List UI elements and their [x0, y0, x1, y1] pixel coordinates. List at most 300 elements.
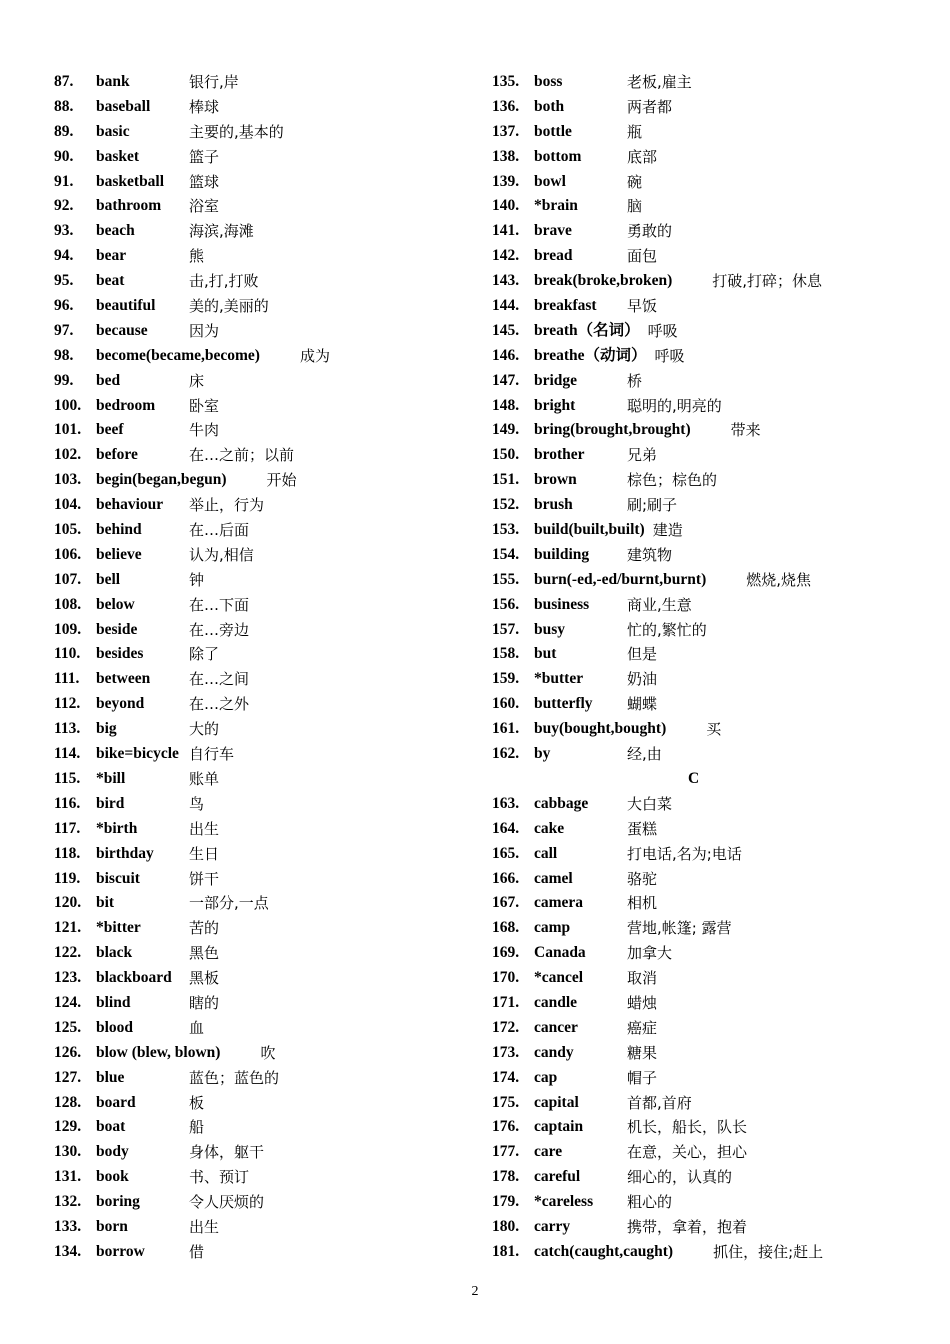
- chinese-gloss: 开始: [266, 471, 297, 490]
- chinese-gloss: 击,打,打败: [189, 272, 259, 291]
- chinese-gloss: 勇敢的: [627, 222, 673, 241]
- chinese-gloss: 借: [189, 1242, 205, 1261]
- vocab-entry: [492, 1115, 912, 1140]
- chinese-gloss: 细心的，认真的: [627, 1168, 733, 1187]
- vocab-entry: [54, 593, 474, 618]
- vocab-entry: [54, 568, 474, 593]
- chinese-gloss: 蛋糕: [627, 819, 658, 838]
- entry-number: 108.: [54, 595, 82, 613]
- english-word: beach: [96, 222, 135, 240]
- english-word: below: [96, 595, 135, 613]
- english-word: beat: [96, 272, 125, 290]
- chinese-gloss: 银行,岸: [189, 73, 239, 91]
- entry-number: 178.: [492, 1168, 520, 1186]
- vocab-entry: [54, 966, 474, 991]
- entry-number: 129.: [54, 1118, 82, 1136]
- chinese-gloss: 兄弟: [627, 446, 658, 465]
- chinese-gloss: 在意，关心，担心: [627, 1143, 748, 1162]
- vocab-entry: [492, 1240, 912, 1265]
- chinese-gloss: 脑: [627, 197, 643, 216]
- vocab-entry: [54, 692, 474, 717]
- chinese-gloss: 骆驼: [627, 869, 658, 888]
- entry-number: 168.: [492, 919, 520, 937]
- english-word: but: [534, 645, 557, 663]
- english-word: busy: [534, 620, 566, 638]
- chinese-gloss: 生日: [189, 844, 220, 863]
- entry-number: 160.: [492, 695, 520, 713]
- entry-number: 126.: [54, 1043, 82, 1061]
- english-word: camp: [534, 919, 571, 937]
- entry-number: 125.: [54, 1018, 82, 1036]
- chinese-gloss: 账单: [189, 769, 220, 788]
- vocab-entry: [54, 95, 474, 120]
- chinese-gloss: 熊: [189, 247, 205, 266]
- entry-number: 179.: [492, 1193, 520, 1211]
- chinese-gloss: 大的: [189, 720, 220, 739]
- vocab-entry: [54, 1165, 474, 1190]
- english-word: born: [96, 1217, 128, 1235]
- entry-number: 114.: [54, 745, 81, 763]
- vocab-entry: [54, 1215, 474, 1240]
- entry-number: 134.: [54, 1242, 82, 1260]
- entry-number: 110.: [54, 645, 81, 663]
- english-word: bread: [534, 247, 573, 265]
- vocab-entry: [54, 891, 474, 916]
- chinese-gloss: 抓住，接住;赶上: [713, 1242, 824, 1261]
- english-word: body: [96, 1143, 129, 1161]
- english-word: candy: [534, 1043, 574, 1061]
- entry-number: 155.: [492, 570, 520, 588]
- vocab-entry: [54, 369, 474, 394]
- english-word: cancer: [534, 1018, 578, 1036]
- entry-number: 113.: [54, 720, 81, 738]
- vocab-entry: [54, 219, 474, 244]
- chinese-gloss: 在…之外: [189, 695, 250, 714]
- entry-number: 93.: [54, 222, 74, 240]
- entry-number: 158.: [492, 645, 520, 663]
- vocab-entry: [492, 1091, 912, 1116]
- chinese-gloss: 苦的: [189, 919, 220, 938]
- entry-number: 87.: [54, 73, 74, 90]
- chinese-gloss: 营地,帐篷; 露营: [627, 919, 732, 938]
- vocab-entry: [54, 792, 474, 817]
- entry-number: 122.: [54, 944, 82, 962]
- vocab-entry: [492, 244, 912, 269]
- english-word: cake: [534, 819, 565, 837]
- chinese-gloss: 老板,雇主: [627, 73, 692, 91]
- entry-number: 154.: [492, 545, 520, 563]
- english-word: breakfast: [534, 297, 597, 315]
- vocab-entry: [54, 941, 474, 966]
- english-word: business: [534, 595, 590, 613]
- chinese-gloss: 棕色；棕色的: [627, 471, 718, 490]
- vocab-entry: [54, 493, 474, 518]
- entry-number: 173.: [492, 1043, 520, 1061]
- entry-number: 127.: [54, 1068, 82, 1086]
- chinese-gloss: 成为: [299, 346, 330, 365]
- english-word: bear: [96, 247, 127, 265]
- english-word: boat: [96, 1118, 126, 1136]
- vocab-entry: [492, 170, 912, 195]
- english-word: butterfly: [534, 695, 593, 713]
- chinese-gloss: 呼吸: [647, 321, 678, 340]
- entry-number: 143.: [492, 272, 520, 290]
- english-word: bathroom: [96, 197, 162, 215]
- entry-number: 175.: [492, 1093, 520, 1111]
- chinese-gloss: 自行车: [189, 745, 235, 764]
- chinese-gloss: 糖果: [627, 1043, 658, 1062]
- english-word: carry: [534, 1217, 571, 1235]
- english-word: break(broke,broken): [534, 272, 673, 290]
- left-column: [54, 70, 474, 1265]
- section-letter: C: [688, 769, 700, 787]
- english-word: believe: [96, 545, 142, 563]
- entry-number: 124.: [54, 993, 82, 1011]
- english-word: by: [534, 745, 551, 763]
- entry-number: 166.: [492, 869, 520, 887]
- chinese-gloss: 吹: [260, 1043, 276, 1062]
- english-word: bed: [96, 371, 121, 389]
- vocab-entry: [492, 916, 912, 941]
- vocab-entry: [54, 244, 474, 269]
- entry-number: 169.: [492, 944, 520, 962]
- chinese-gloss: 鸟: [189, 794, 205, 813]
- vocab-entry: [54, 1016, 474, 1041]
- vocab-entry: [54, 717, 474, 742]
- vocab-entry: [492, 867, 912, 892]
- english-word: *bitter: [96, 919, 141, 937]
- entry-number: 135.: [492, 73, 520, 90]
- entry-number: 142.: [492, 247, 520, 265]
- entry-number: 109.: [54, 620, 82, 638]
- vocab-entry: [54, 767, 474, 792]
- section-heading: [492, 767, 912, 792]
- vocab-entry: [492, 269, 912, 294]
- english-word: call: [534, 844, 558, 862]
- entry-number: 121.: [54, 919, 82, 937]
- english-word: cabbage: [534, 794, 589, 812]
- vocab-entry: [492, 319, 912, 344]
- entry-number: 101.: [54, 421, 82, 439]
- english-word: before: [96, 446, 138, 464]
- entry-number: 89.: [54, 122, 74, 140]
- vocab-entry: [492, 344, 912, 369]
- entry-number: 157.: [492, 620, 520, 638]
- english-word: bird: [96, 794, 125, 812]
- vocab-entry: [54, 269, 474, 294]
- english-word: *butter: [534, 670, 584, 688]
- vocab-entry: [54, 1066, 474, 1091]
- english-word: boss: [534, 73, 563, 90]
- chinese-gloss: 携带，拿着，抱着: [627, 1217, 748, 1236]
- vocab-entry: [492, 717, 912, 742]
- entry-number: 140.: [492, 197, 520, 215]
- entry-number: 161.: [492, 720, 520, 738]
- chinese-gloss: 蓝色；蓝色的: [189, 1068, 280, 1087]
- entry-number: 147.: [492, 371, 520, 389]
- english-word: brother: [534, 446, 585, 464]
- english-word: brown: [534, 471, 577, 489]
- english-word: *brain: [534, 197, 578, 215]
- chinese-gloss: 瓶: [627, 122, 643, 141]
- entry-number: 115.: [54, 769, 81, 787]
- chinese-gloss: 身体，躯干: [189, 1143, 265, 1162]
- english-word: basic: [96, 122, 130, 140]
- english-word: behind: [96, 521, 142, 539]
- chinese-gloss: 聪明的,明亮的: [627, 396, 722, 415]
- entry-number: 172.: [492, 1018, 520, 1036]
- entry-number: 111.: [54, 670, 80, 688]
- entry-number: 123.: [54, 969, 82, 987]
- english-word: basketball: [96, 172, 165, 190]
- english-word: bring(brought,brought): [534, 421, 691, 439]
- entry-number: 148.: [492, 396, 520, 414]
- english-word: building: [534, 545, 590, 563]
- chinese-gloss: 卧室: [189, 396, 220, 415]
- english-word: capital: [534, 1093, 579, 1111]
- english-word: begin(began,begun): [96, 471, 227, 489]
- english-word: blue: [96, 1068, 125, 1086]
- vocab-entry: [54, 170, 474, 195]
- english-word: beyond: [96, 695, 145, 713]
- chinese-gloss: 取消: [627, 969, 658, 988]
- vocab-entry: [54, 817, 474, 842]
- chinese-gloss: 认为,相信: [189, 545, 254, 564]
- vocab-entry: [492, 842, 912, 867]
- english-word: camera: [534, 894, 584, 912]
- entry-number: 105.: [54, 521, 82, 539]
- entry-number: 181.: [492, 1242, 520, 1260]
- english-word: birthday: [96, 844, 154, 862]
- chinese-gloss: 奶油: [627, 670, 658, 689]
- chinese-gloss: 主要的,基本的: [189, 122, 284, 141]
- chinese-gloss: 呼吸: [654, 346, 685, 365]
- chinese-gloss: 蝴蝶: [627, 695, 658, 714]
- entry-number: 149.: [492, 421, 520, 439]
- english-word: beef: [96, 421, 124, 439]
- entry-number: 151.: [492, 471, 520, 489]
- english-word: behaviour: [96, 496, 164, 514]
- chinese-gloss: 碗: [627, 172, 643, 191]
- vocab-entry: [492, 1215, 912, 1240]
- chinese-gloss: 在…后面: [189, 521, 250, 540]
- english-word: blackboard: [96, 969, 172, 987]
- english-word: camel: [534, 869, 573, 887]
- chinese-gloss: 令人厌烦的: [189, 1193, 265, 1212]
- entry-number: 153.: [492, 521, 520, 539]
- vocab-entry: [492, 1066, 912, 1091]
- chinese-gloss: 在…之前；以前: [189, 446, 295, 465]
- vocab-entry: [492, 493, 912, 518]
- entry-number: 159.: [492, 670, 520, 688]
- english-word: borrow: [96, 1242, 145, 1260]
- chinese-gloss: 刷;刷子: [627, 496, 678, 515]
- vocab-entry: [492, 817, 912, 842]
- english-word: book: [96, 1168, 129, 1186]
- vocab-entry: [54, 867, 474, 892]
- english-word: because: [96, 321, 148, 339]
- entry-number: 171.: [492, 993, 520, 1011]
- english-word: black: [96, 944, 133, 962]
- entry-number: 107.: [54, 570, 82, 588]
- chinese-gloss: 在…旁边: [189, 620, 250, 639]
- english-word: brave: [534, 222, 572, 240]
- chinese-gloss: 血: [189, 1018, 205, 1037]
- entry-number: 176.: [492, 1118, 520, 1136]
- chinese-gloss: 瞎的: [189, 993, 220, 1012]
- chinese-gloss: 船: [189, 1118, 205, 1137]
- vocab-entry: [492, 891, 912, 916]
- vocab-entry: [492, 95, 912, 120]
- entry-number: 133.: [54, 1217, 82, 1235]
- chinese-gloss: 篮子: [189, 147, 220, 166]
- english-word: *cancel: [534, 969, 584, 987]
- entry-number: 152.: [492, 496, 520, 514]
- entry-number: 98.: [54, 346, 74, 364]
- english-word: beautiful: [96, 297, 156, 315]
- english-word: beside: [96, 620, 138, 638]
- entry-number: 120.: [54, 894, 82, 912]
- entry-number: 100.: [54, 396, 82, 414]
- vocab-entry: [492, 966, 912, 991]
- vocab-entry: [54, 418, 474, 443]
- entry-number: 99.: [54, 371, 74, 389]
- chinese-gloss: 床: [189, 371, 205, 390]
- entry-number: 116.: [54, 794, 81, 812]
- vocab-entry: [54, 120, 474, 145]
- entry-number: 118.: [54, 844, 81, 862]
- vocab-entry: [492, 667, 912, 692]
- entry-number: 117.: [54, 819, 81, 837]
- chinese-gloss: 蜡烛: [627, 993, 658, 1012]
- vocab-entry: [492, 618, 912, 643]
- english-word: bank: [96, 73, 130, 90]
- entry-number: 92.: [54, 197, 74, 215]
- chinese-gloss: 黑色: [189, 944, 220, 963]
- chinese-gloss: 出生: [189, 1217, 220, 1236]
- vocab-entry: [492, 418, 912, 443]
- entry-number: 90.: [54, 147, 74, 165]
- vocab-entry: [54, 518, 474, 543]
- english-word: blow (blew, blown): [96, 1043, 221, 1061]
- vocab-entry: [54, 742, 474, 767]
- english-word: burn(-ed,-ed/burnt,burnt): [534, 570, 707, 588]
- entry-number: 136.: [492, 97, 520, 115]
- english-word: besides: [96, 645, 144, 663]
- entry-number: 103.: [54, 471, 82, 489]
- chinese-gloss: 商业,生意: [627, 595, 692, 614]
- chinese-gloss: 打破,打碎；休息: [712, 272, 823, 291]
- entry-number: 144.: [492, 297, 520, 315]
- entry-number: 165.: [492, 844, 520, 862]
- english-word: bedroom: [96, 396, 156, 414]
- vocab-entry: [492, 742, 912, 767]
- entry-number: 156.: [492, 595, 520, 613]
- entry-number: 146.: [492, 346, 520, 364]
- english-word: *careless: [534, 1193, 594, 1211]
- vocab-entry: [54, 70, 474, 95]
- vocab-entry: [54, 543, 474, 568]
- entry-number: 91.: [54, 172, 74, 190]
- chinese-gloss: 举止，行为: [189, 496, 265, 515]
- vocab-entry: [492, 1190, 912, 1215]
- vocab-entry: [54, 443, 474, 468]
- entry-number: 180.: [492, 1217, 520, 1235]
- english-word: become(became,become): [96, 346, 260, 364]
- english-word: bit: [96, 894, 115, 912]
- entry-number: 132.: [54, 1193, 82, 1211]
- vocab-entry: [492, 1016, 912, 1041]
- english-word: careful: [534, 1168, 581, 1186]
- vocab-entry: [492, 543, 912, 568]
- english-word: breathe（动词）: [534, 346, 647, 364]
- vocab-entry: [54, 1240, 474, 1265]
- english-word: bell: [96, 570, 121, 588]
- entry-number: 174.: [492, 1068, 520, 1086]
- english-word: captain: [534, 1118, 584, 1136]
- entry-number: 95.: [54, 272, 74, 290]
- chinese-gloss: 美的,美丽的: [189, 297, 269, 316]
- english-word: *bill: [96, 769, 126, 787]
- vocab-entry: [54, 194, 474, 219]
- chinese-gloss: 桥: [627, 371, 643, 390]
- entry-number: 137.: [492, 122, 520, 140]
- chinese-gloss: 篮球: [189, 172, 220, 191]
- chinese-gloss: 建筑物: [627, 545, 673, 564]
- entry-number: 112.: [54, 695, 81, 713]
- entry-number: 131.: [54, 1168, 82, 1186]
- chinese-gloss: 加拿大: [627, 944, 673, 963]
- vocab-entry: [54, 642, 474, 667]
- vocab-entry: [492, 369, 912, 394]
- chinese-gloss: 牛肉: [189, 421, 220, 440]
- chinese-gloss: 帽子: [627, 1068, 658, 1087]
- chinese-gloss: 底部: [627, 147, 658, 166]
- vocab-entry: [492, 1041, 912, 1066]
- chinese-gloss: 黑板: [189, 969, 220, 988]
- chinese-gloss: 打电话,名为;电话: [627, 844, 742, 863]
- chinese-gloss: 板: [189, 1093, 205, 1112]
- vocab-entry: [492, 593, 912, 618]
- vocab-entry: [492, 941, 912, 966]
- page-number: 2: [471, 1284, 479, 1299]
- chinese-gloss: 因为: [189, 321, 220, 340]
- vocab-entry: [54, 667, 474, 692]
- english-word: catch(caught,caught): [534, 1242, 674, 1260]
- english-word: build(built,built): [534, 521, 645, 539]
- entry-number: 177.: [492, 1143, 520, 1161]
- chinese-gloss: 棒球: [189, 97, 220, 116]
- vocab-entry: [54, 145, 474, 170]
- chinese-gloss: 两者都: [627, 97, 673, 116]
- english-word: breath（名词）: [534, 321, 640, 339]
- vocab-entry: [492, 394, 912, 419]
- entry-number: 138.: [492, 147, 520, 165]
- vocab-entry: [54, 1041, 474, 1066]
- english-word: care: [534, 1143, 563, 1161]
- vocab-entry: [54, 991, 474, 1016]
- english-word: baseball: [96, 97, 151, 115]
- vocab-entry: [492, 1165, 912, 1190]
- chinese-gloss: 首都,首府: [627, 1093, 692, 1112]
- entry-number: 130.: [54, 1143, 82, 1161]
- vocab-entry: [492, 991, 912, 1016]
- chinese-gloss: 大白菜: [627, 794, 673, 813]
- entry-number: 104.: [54, 496, 82, 514]
- vocab-entry: [492, 518, 912, 543]
- entry-number: 128.: [54, 1093, 82, 1111]
- chinese-gloss: 浴室: [189, 197, 220, 216]
